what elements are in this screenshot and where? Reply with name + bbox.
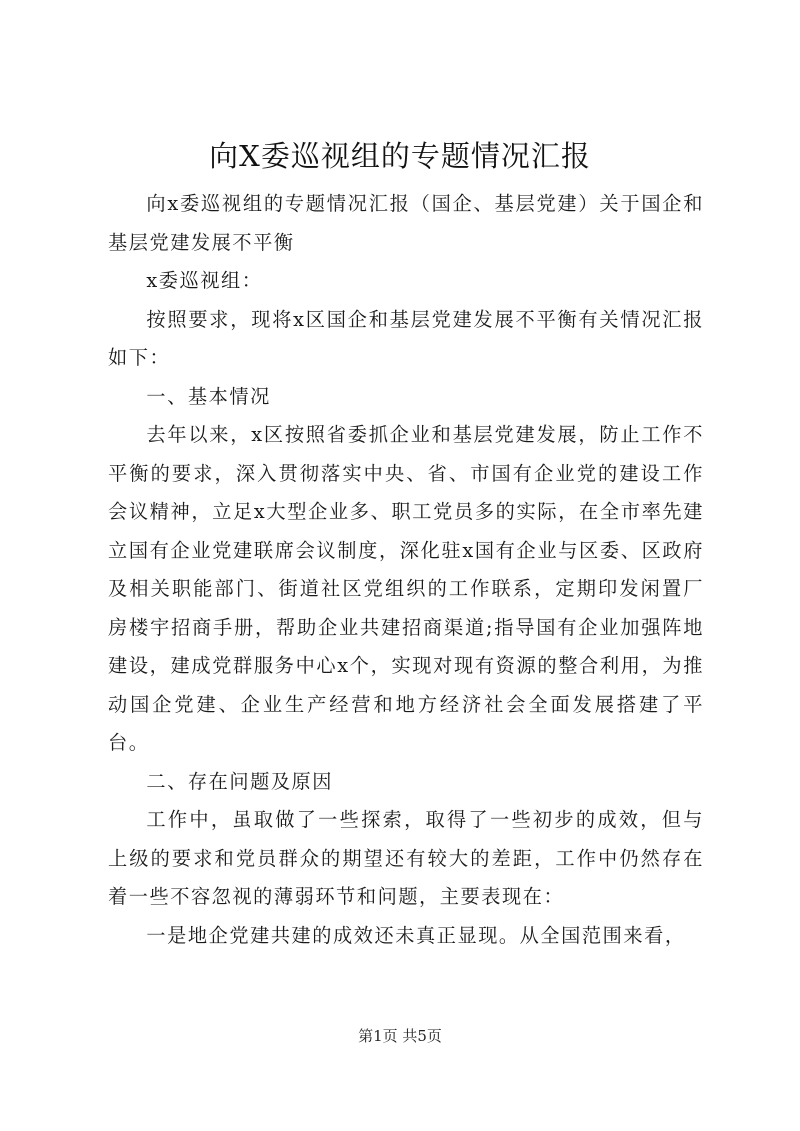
paragraph-salutation: x委巡视组： [146,269,263,292]
paragraph-opening: 按照要求，现将x区国企和基层党建发展不平衡有关情况汇报如下： [108,307,704,369]
section-heading-basic-situation: 一、基本情况 [146,384,271,408]
document-body [108,185,704,955]
page-number-footer: 第1页 共5页 [358,1027,442,1045]
paragraph-intro: 向x委巡视组的专题情况汇报（国企、基层党建）关于国企和基层党建发展不平衡 [108,192,704,254]
section-heading-problems: 二、存在问题及原因 [146,769,334,793]
paragraph-point-one: 一是地企党建共建的成效还未真正显现。从全国范围来看， [146,923,686,947]
paragraph-basic-situation: 去年以来，x区按照省委抓企业和基层党建发展，防止工作不平衡的要求，深入贯彻落实中央、省、市国有企业党的建设工作会议精神，立足x大型企业多、职工党员多的实际，在全市率先建立国有企业党建联席会议制度，深化驻x国有企业与区委、区政府及相关职能部门、街道社区党组织的工作联系，定期印发闲置厂房楼宇招商手册，帮助企业共建招商渠道;指导国有企业加强阵地建设，建成党群服务中心x个，实现对现有资源的整合利用，为推动国企党建、企业生产经营和地方经济社会全面发展搭建了平台。 [108,423,704,754]
document-title: 向X委巡视组的专题情况汇报 [209,139,591,173]
paragraph-problems: 工作中，虽取做了一些探索，取得了一些初步的成效，但与上级的要求和党员群众的期望还有较大的差距，工作中仍然存在着一些不容忽视的薄弱环节和问题，主要表现在： [108,808,704,908]
